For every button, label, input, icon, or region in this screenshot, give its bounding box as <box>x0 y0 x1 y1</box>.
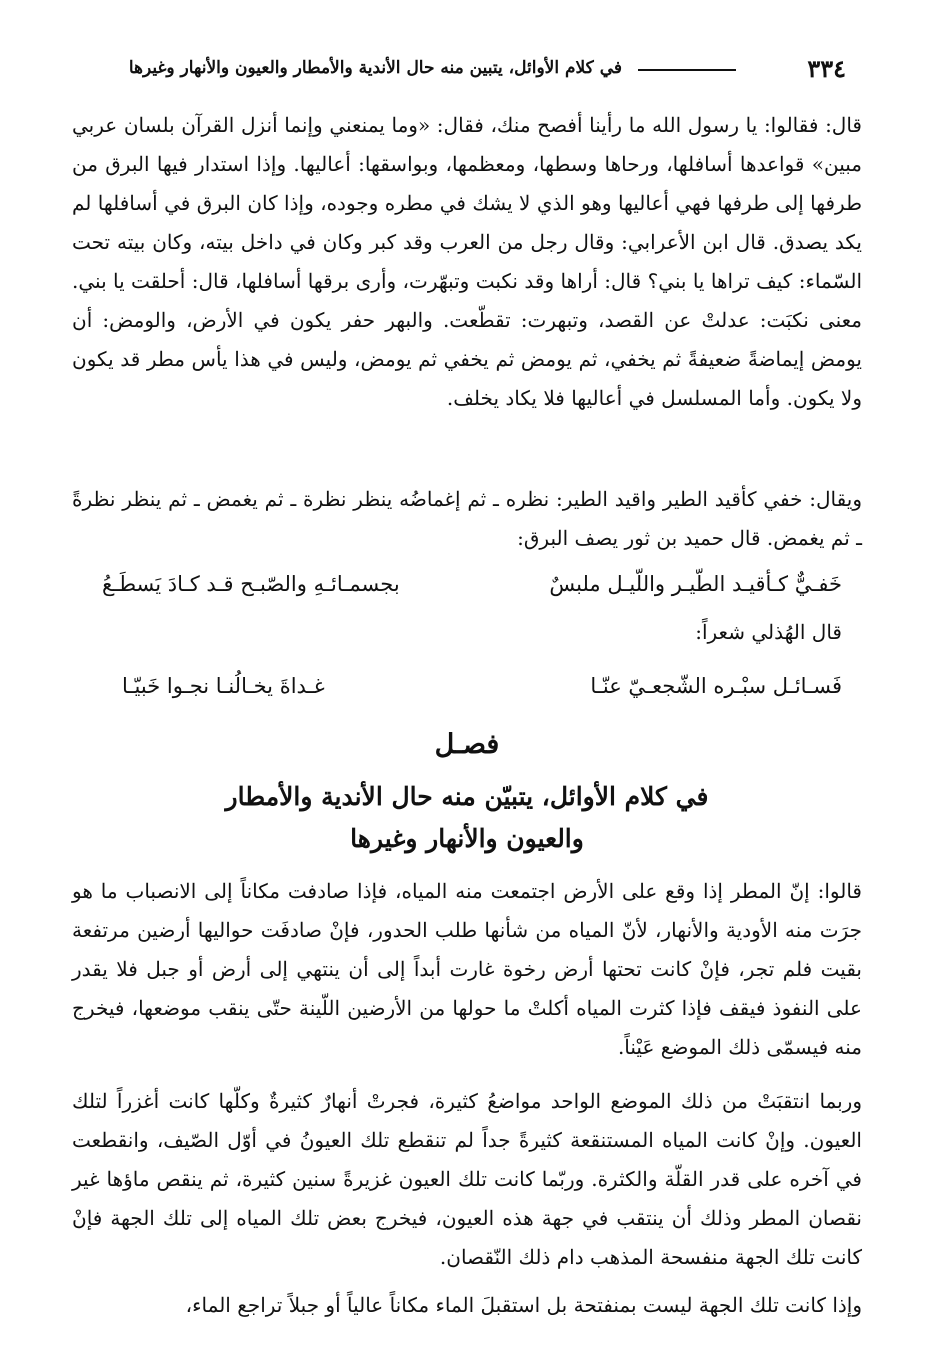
verse-2-second-hemistich: غـداةَ يخـالُنـا نجـوا خَبيّـا <box>122 674 325 698</box>
section-title-line-2: والعيون والأنهار وغيرها <box>350 824 584 853</box>
paragraph-1: قال: فقالوا: يا رسول الله ما رأينا أفصح منك، فقال: «وما يمنعني وإنما أنزل القرآن بلسان عربي مبين» قواعدها أسافلها، ورحاها وسطها، ومعظمها، وبواسقها: أعاليها. وإذا استدار فيها البرق من طرفها إلى طرفها فهي أعاليها وهو الذي لا يشك في مطره وجوده، وإذا كان البرق في أسافلها لم يكد يصدق. قال ابن الأعرابي: وقال رجل من العرب وقد كبر وكان في داخل بيته، وكان بيته تحت السّماء: كيف تراها يا بني؟ قال: أراها وقد نكبت وتبهّرت، وأرى برقها أسافلها، قال: أحلقت يا بني. معنى نكبَت: عدلتْ عن القصد، وتبهرت: تقطّعت. والبهر حفر يكون في الأرض، والومض: أن يومض إيماضةً ضعيفةً ثم يخفي، ثم يومض ثم يخفي ثم يومض، وليس في هذا يأس مطر قد يكون ولا يكون. وأما المسلسل في أعاليها فلا يكاد يخلف. <box>72 113 862 410</box>
header-rule <box>638 69 736 71</box>
verse-1-first-hemistich: خَفـيٌّ كـأقيـد الطّيـر واللّيـل ملبسٌ <box>549 572 842 596</box>
running-title: في كلام الأوائل، يتبين منه حال الأندية والأمطار والعيون والأنهار وغيرها <box>128 58 622 78</box>
page-number: ٣٣٤ <box>807 54 846 83</box>
paragraph-2: ويقال: خفي كأقيد الطير واقيد الطير: نظره ـ ثم إغماضُه ينظر نظرة ـ ثم يغمض ـ ثم ينظر نظرةً ـ ثم يغمض. قال حميد بن ثور يصف البرق: <box>72 487 862 550</box>
section-label: فصـل <box>434 729 500 760</box>
verse-1-second-hemistich: بجسمـائـهِ والصّبـح قـد كـادَ يَسطَـعُ <box>102 572 400 596</box>
paragraph-4: وربما انتقبَتْ من ذلك الموضع الواحد مواضعُ كثيرة، فجرتْ أنهارٌ كثيرةٌ وكلّها كانت أغزراً لتلك العيون. وإنْ كانت المياه المستنقعة كثيرةً جداً لم تنقطع تلك العيونُ في أوّل الصّيف، وانقطعت في آخره على قدر القلّة والكثرة. وربّما كانت تلك العيون غزيرةً سنين كثيرة، ثم ينقص ماؤها غير نقصان المطر وذلك أن ينتقب في جهة هذه العيون، فيخرج بعض تلك المياه إلى تلك الجهة فإنْ كانت تلك الجهة منفسحة المذهب دام ذلك النّقصان. <box>72 1089 862 1269</box>
verse-2-first-hemistich: فَسـائـل سبْـره الشّجعـيّ عنّـا <box>590 674 842 698</box>
paragraph-5: وإذا كانت تلك الجهة ليست بمنفتحة بل استقبلَ الماء مكاناً عالياً أو جبلاً تراجع الماء، <box>185 1293 862 1317</box>
section-title-line-1: في كلام الأوائل، يتبيّن منه حال الأندية والأمطار <box>225 782 709 811</box>
page-header <box>64 50 844 90</box>
paragraph-3: قالوا: إنّ المطر إذا وقع على الأرض اجتمعت منه المياه، فإذا صادفت مكاناً إلى الانصباب ما هو جرَت منه الأودية والأنهار، لأنّ المياه من شأنها طلب الحدور، فإنْ صادفَت حواليها أرضين مرتفعة بقيت فلم تجر، فإنْ كانت تحتها أرض رخوة غارت أبداً إلى أن ينتهي إلى أرض أو جبل فلا يقدر على النفوذ فيقف فإذا كثرت المياه أكلتْ ما حولها من الأرضين اللّينة حتّى ينقب موضعها، فيخرج منه فيسمّى ذلك الموضع عَيْناً. <box>72 879 862 1059</box>
verse-intro: قال الهُذلي شعراً: <box>695 620 842 644</box>
